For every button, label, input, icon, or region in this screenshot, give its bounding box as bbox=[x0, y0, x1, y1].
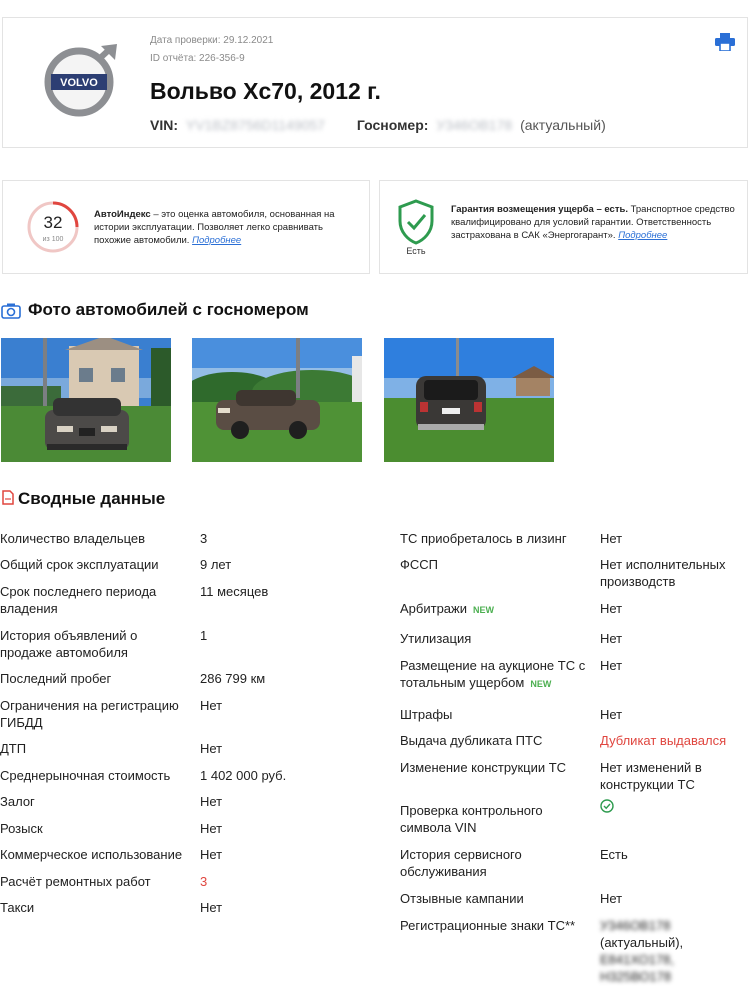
summary-label: ТС приобреталось в лизинг bbox=[400, 531, 567, 546]
summary-label: ФССП bbox=[400, 557, 439, 572]
summary-value: Нет bbox=[200, 900, 223, 915]
summary-value: Нет изменений в конструкции ТС bbox=[600, 760, 702, 792]
summary-value: Нет bbox=[200, 698, 223, 713]
autoindex-more-link[interactable]: Подробнее bbox=[192, 235, 242, 246]
summary-value: Нет bbox=[200, 847, 223, 862]
summary-value: Нет bbox=[600, 658, 623, 673]
car-photo-3[interactable] bbox=[384, 338, 554, 462]
autoindex-text: – это оценка автомобиля, основанная на истории эксплуатации. Позволяет легко сравнивать похожие автомобили. bbox=[94, 209, 335, 246]
camera-icon bbox=[1, 303, 21, 319]
car-photo-1[interactable] bbox=[1, 338, 171, 462]
summary-label: Выдача дубликата ПТС bbox=[400, 733, 543, 748]
autoindex-score-gauge bbox=[26, 200, 80, 254]
summary-label: Коммерческое использование bbox=[0, 847, 183, 862]
plate-label: Госномер: bbox=[356, 117, 429, 133]
summary-value: Нет bbox=[600, 631, 623, 646]
summary-label: Ограничения на регистрацию ГИБДД bbox=[0, 698, 179, 730]
summary-label: Изменение конструкции ТС bbox=[400, 760, 567, 775]
summary-label: Проверка контрольного символа VIN bbox=[400, 803, 543, 835]
summary-label bbox=[400, 600, 590, 619]
duplicate-pts-status: Дубликат выдавался bbox=[600, 733, 727, 748]
summary-label bbox=[400, 657, 590, 693]
guarantee-text: Транспортное средство квалифицировано для условий гарантии. Ответственность застрахована в САК «Энергогарант». bbox=[451, 204, 735, 241]
autoindex-score-caption: из 100 bbox=[42, 236, 64, 243]
summary-value: Нет bbox=[200, 741, 223, 756]
report-id: ID отчёта: 226-356-9 bbox=[150, 53, 245, 64]
summary-label: История сервисного обслуживания bbox=[400, 847, 522, 879]
guarantee-status: Есть bbox=[406, 246, 426, 256]
summary-label-text: Размещение на аукционе ТС с тотальным ущербом bbox=[400, 658, 586, 690]
plate-history-1: У346ОВ178 bbox=[600, 918, 671, 933]
summary-label: Розыск bbox=[0, 821, 43, 836]
vin-plate-row bbox=[150, 117, 606, 133]
autoindex-description bbox=[94, 208, 354, 247]
report-header-card bbox=[2, 17, 748, 148]
summary-label: Общий срок эксплуатации bbox=[0, 557, 159, 572]
plate-history-2: Е841ХО178, bbox=[600, 952, 675, 967]
summary-label: Расчёт ремонтных работ bbox=[0, 874, 151, 889]
svg-text:VOLVO: VOLVO bbox=[60, 77, 98, 89]
summary-label: ДТП bbox=[0, 741, 27, 756]
vin-label: VIN: bbox=[150, 117, 178, 133]
summary-label: Регистрационные знаки ТС** bbox=[400, 918, 576, 933]
check-date: Дата проверки: 29.12.2021 bbox=[150, 35, 274, 46]
guarantee-description bbox=[451, 203, 736, 242]
summary-value: 1 402 000 руб. bbox=[200, 768, 287, 783]
summary-value: Нет bbox=[200, 794, 223, 809]
summary-label: Отзывные кампании bbox=[400, 891, 524, 906]
summary-label: История объявлений о продаже автомобиля bbox=[0, 628, 138, 660]
summary-value: Нет bbox=[600, 531, 623, 546]
plate-status: (актуальный) bbox=[520, 117, 606, 133]
summary-value: Нет bbox=[600, 601, 623, 616]
summary-label: Количество владельцев bbox=[0, 531, 146, 546]
guarantee-title: Гарантия возмещения ущерба – есть. bbox=[451, 204, 628, 215]
summary-value: 11 месяцев bbox=[200, 584, 269, 599]
summary-value: Нет bbox=[600, 707, 623, 722]
car-photo-2[interactable] bbox=[192, 338, 362, 462]
summary-label-text: Арбитражи bbox=[400, 601, 467, 616]
repair-count-link[interactable]: 3 bbox=[200, 874, 208, 889]
summary-label: Штрафы bbox=[400, 707, 453, 722]
photos-section-title: Фото автомобилей с госномером bbox=[28, 300, 309, 319]
summary-value: Нет bbox=[600, 891, 623, 906]
summary-value: Нет bbox=[200, 821, 223, 836]
page-title: Вольво Хс70, 2012 г. bbox=[150, 78, 381, 104]
summary-section-title: Сводные данные bbox=[18, 489, 166, 508]
print-icon[interactable] bbox=[715, 33, 735, 51]
plate-history-status: (актуальный), bbox=[600, 935, 684, 950]
summary-value: 3 bbox=[200, 531, 208, 546]
check-circle-icon bbox=[600, 799, 614, 813]
summary-label: Залог bbox=[0, 794, 35, 809]
document-icon bbox=[2, 490, 14, 505]
plate-history-3: Н325ВО178 bbox=[600, 969, 672, 984]
new-badge: NEW bbox=[530, 679, 552, 689]
summary-value: 1 bbox=[200, 628, 208, 643]
summary-label: Последний пробег bbox=[0, 671, 112, 686]
shield-check-icon bbox=[397, 199, 435, 245]
new-badge: NEW bbox=[472, 605, 494, 615]
summary-value: Есть bbox=[600, 847, 628, 862]
autoindex-score: 32 bbox=[43, 213, 63, 232]
summary-value: 286 799 км bbox=[200, 671, 266, 686]
summary-label: Среднерыночная стоимость bbox=[0, 768, 171, 783]
guarantee-more-link[interactable]: Подробнее bbox=[618, 230, 668, 241]
volvo-logo bbox=[43, 42, 119, 118]
vin-value: YV1BZ8756D1149057 bbox=[185, 117, 325, 133]
summary-value: 9 лет bbox=[200, 557, 232, 572]
summary-label: Утилизация bbox=[400, 631, 472, 646]
summary-label: Срок последнего периода владения bbox=[0, 584, 157, 616]
plate-value: У346ОВ178 bbox=[436, 117, 513, 133]
summary-value: Нет исполнительных производств bbox=[600, 557, 726, 589]
autoindex-title: АвтоИндекс bbox=[94, 209, 151, 220]
summary-label: Такси bbox=[0, 900, 35, 915]
